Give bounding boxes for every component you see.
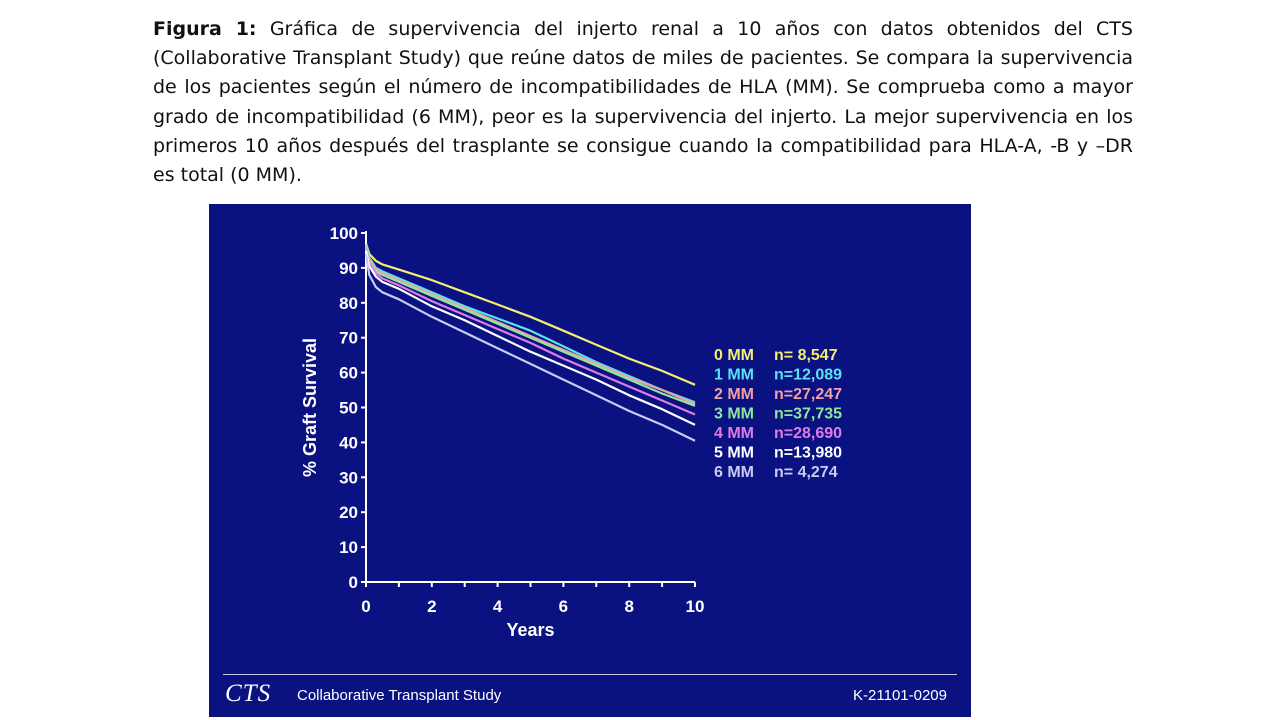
survival-chart (209, 204, 971, 717)
y-tick-label: 60 (339, 363, 358, 383)
x-axis-title: Years (506, 620, 555, 640)
chart-panel (209, 204, 971, 717)
footer-divider (223, 674, 957, 675)
legend-label-5-mm: 5 MM (714, 444, 754, 462)
legend-count-5-mm: n=13,980 (774, 444, 843, 462)
y-tick-label: 10 (339, 538, 358, 558)
legend-count-0-mm: n= 8,547 (774, 347, 838, 364)
y-tick-label: 40 (339, 433, 358, 453)
y-tick-label: 70 (339, 328, 358, 348)
series-line-1-mm (366, 245, 695, 402)
y-tick-label: 50 (339, 398, 358, 418)
legend-label-4-mm: 4 MM (714, 425, 754, 442)
x-tick-label: 10 (685, 597, 705, 616)
y-tick-label: 30 (339, 468, 358, 488)
legend-label-6-mm: 6 MM (714, 464, 754, 481)
legend-label-2-mm: 2 MM (714, 386, 754, 403)
legend-count-1-mm: n=12,089 (774, 366, 843, 384)
x-tick-label: 8 (624, 597, 634, 616)
legend-count-4-mm: n=28,690 (774, 425, 843, 442)
legend (714, 347, 842, 481)
caption-text: Gráfica de supervivencia del injerto renal a 10 años con datos obtenidos del CTS (Collaborative Transplant Study) que reúne datos de miles de pacientes. Se compara la supervivencia de los pacientes según el número de incompatibilidades de HLA (MM). Se comprueba como a mayor grado de incompatibilidad (6 MM), peor es la supervivencia del injerto. La mejor supervivencia en los primeros 10 años después del trasplante se consigue cuando la compatibilidad para HLA-A, -B y –DR es total (0 MM). (153, 18, 1133, 187)
y-tick-label: 20 (339, 503, 358, 523)
series-line-2-mm (366, 247, 695, 404)
axes (300, 224, 704, 640)
footer-reference-code: K-21101-0209 (853, 687, 947, 704)
legend-count-2-mm: n=27,247 (774, 386, 843, 403)
footer-study-name: Collaborative Transplant Study (297, 687, 502, 704)
y-tick-label: 100 (329, 224, 358, 243)
series-lines (366, 244, 695, 441)
y-tick-label: 80 (339, 293, 358, 313)
legend-label-1-mm: 1 MM (714, 366, 754, 384)
y-axis-title: % Graft Survival (300, 337, 320, 478)
x-tick-label: 0 (361, 597, 371, 616)
figure-caption (153, 15, 1133, 190)
y-tick-label: 90 (339, 258, 358, 278)
x-tick-label: 6 (558, 597, 569, 616)
legend-count-3-mm: n=37,735 (774, 405, 843, 423)
x-tick-label: 2 (427, 597, 437, 616)
caption-label: Figura 1: (153, 18, 257, 40)
y-tick-label: 0 (348, 573, 358, 592)
cts-logo: CTS (225, 680, 272, 707)
legend-label-0-mm: 0 MM (714, 347, 754, 364)
legend-label-3-mm: 3 MM (714, 405, 754, 423)
x-tick-label: 4 (492, 597, 503, 616)
legend-count-6-mm: n= 4,274 (774, 464, 838, 481)
series-line-6-mm (366, 254, 695, 441)
